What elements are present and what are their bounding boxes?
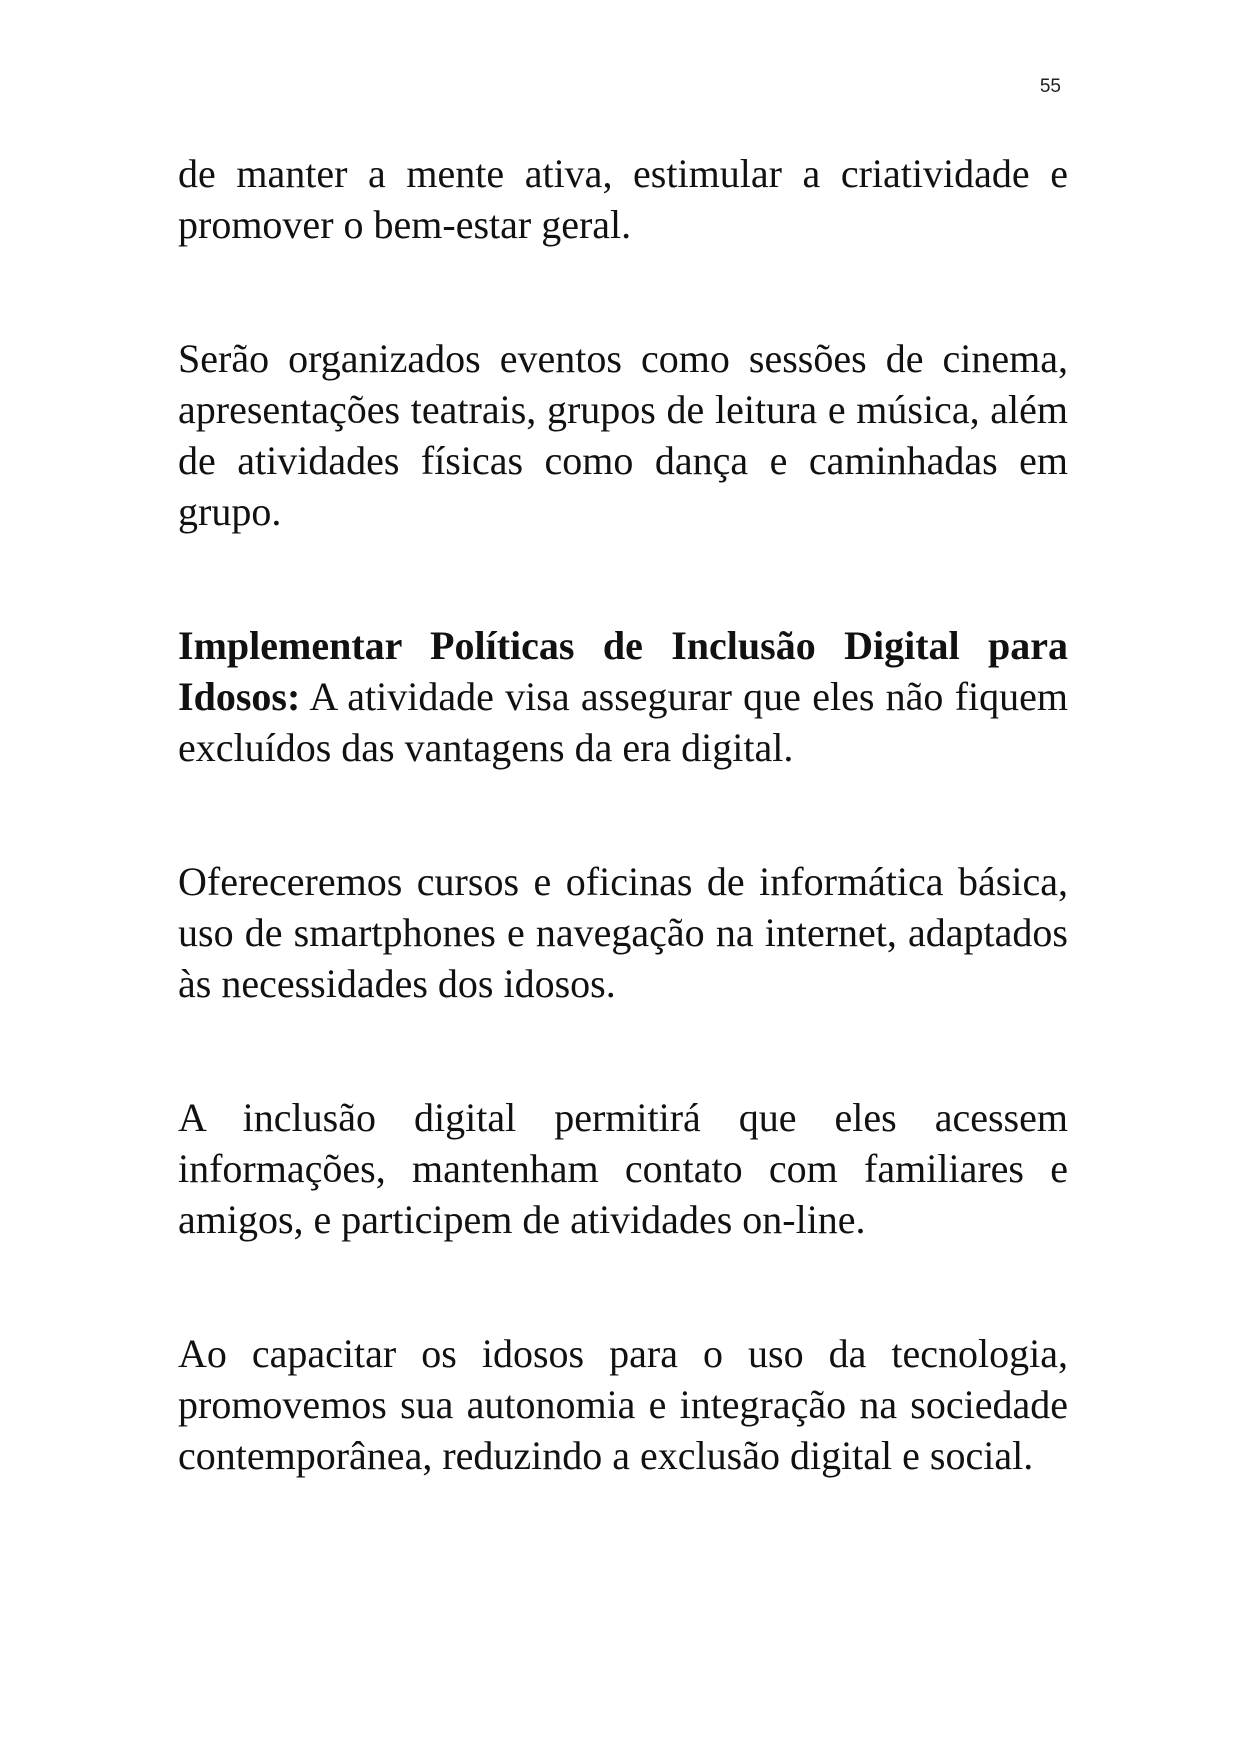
paragraph-6: Ao capacitar os idosos para o uso da tecnologia, promovemos sua autonomia e integração na sociedade contemporânea, reduzindo a exclusão digital e social.	[178, 1331, 1068, 1478]
paragraph-3	[178, 620, 1068, 773]
paragraph-3-text: A atividade visa assegurar que eles não fiquem excluídos das vantagens da era digital.	[178, 674, 1068, 770]
section-heading: Implementar Políticas de Inclusão Digital para Idosos:	[178, 623, 1068, 719]
paragraph-5: A inclusão digital permitirá que eles acessem informações, mantenham contato com familiares e amigos, e participem de atividades on-line.	[178, 1095, 1068, 1242]
paragraph-4: Ofereceremos cursos e oficinas de informática básica, uso de smartphones e navegação na internet, adaptados às necessidades dos idosos.	[178, 859, 1068, 1006]
document-body	[178, 148, 1068, 1481]
page-number: 55	[1039, 76, 1061, 97]
paragraph-1: de manter a mente ativa, estimular a criatividade e promover o bem-estar geral.	[178, 151, 1068, 247]
paragraph-2: Serão organizados eventos como sessões de cinema, apresentações teatrais, grupos de leitura e música, além de atividades físicas como dança e caminhadas em grupo.	[178, 336, 1068, 534]
